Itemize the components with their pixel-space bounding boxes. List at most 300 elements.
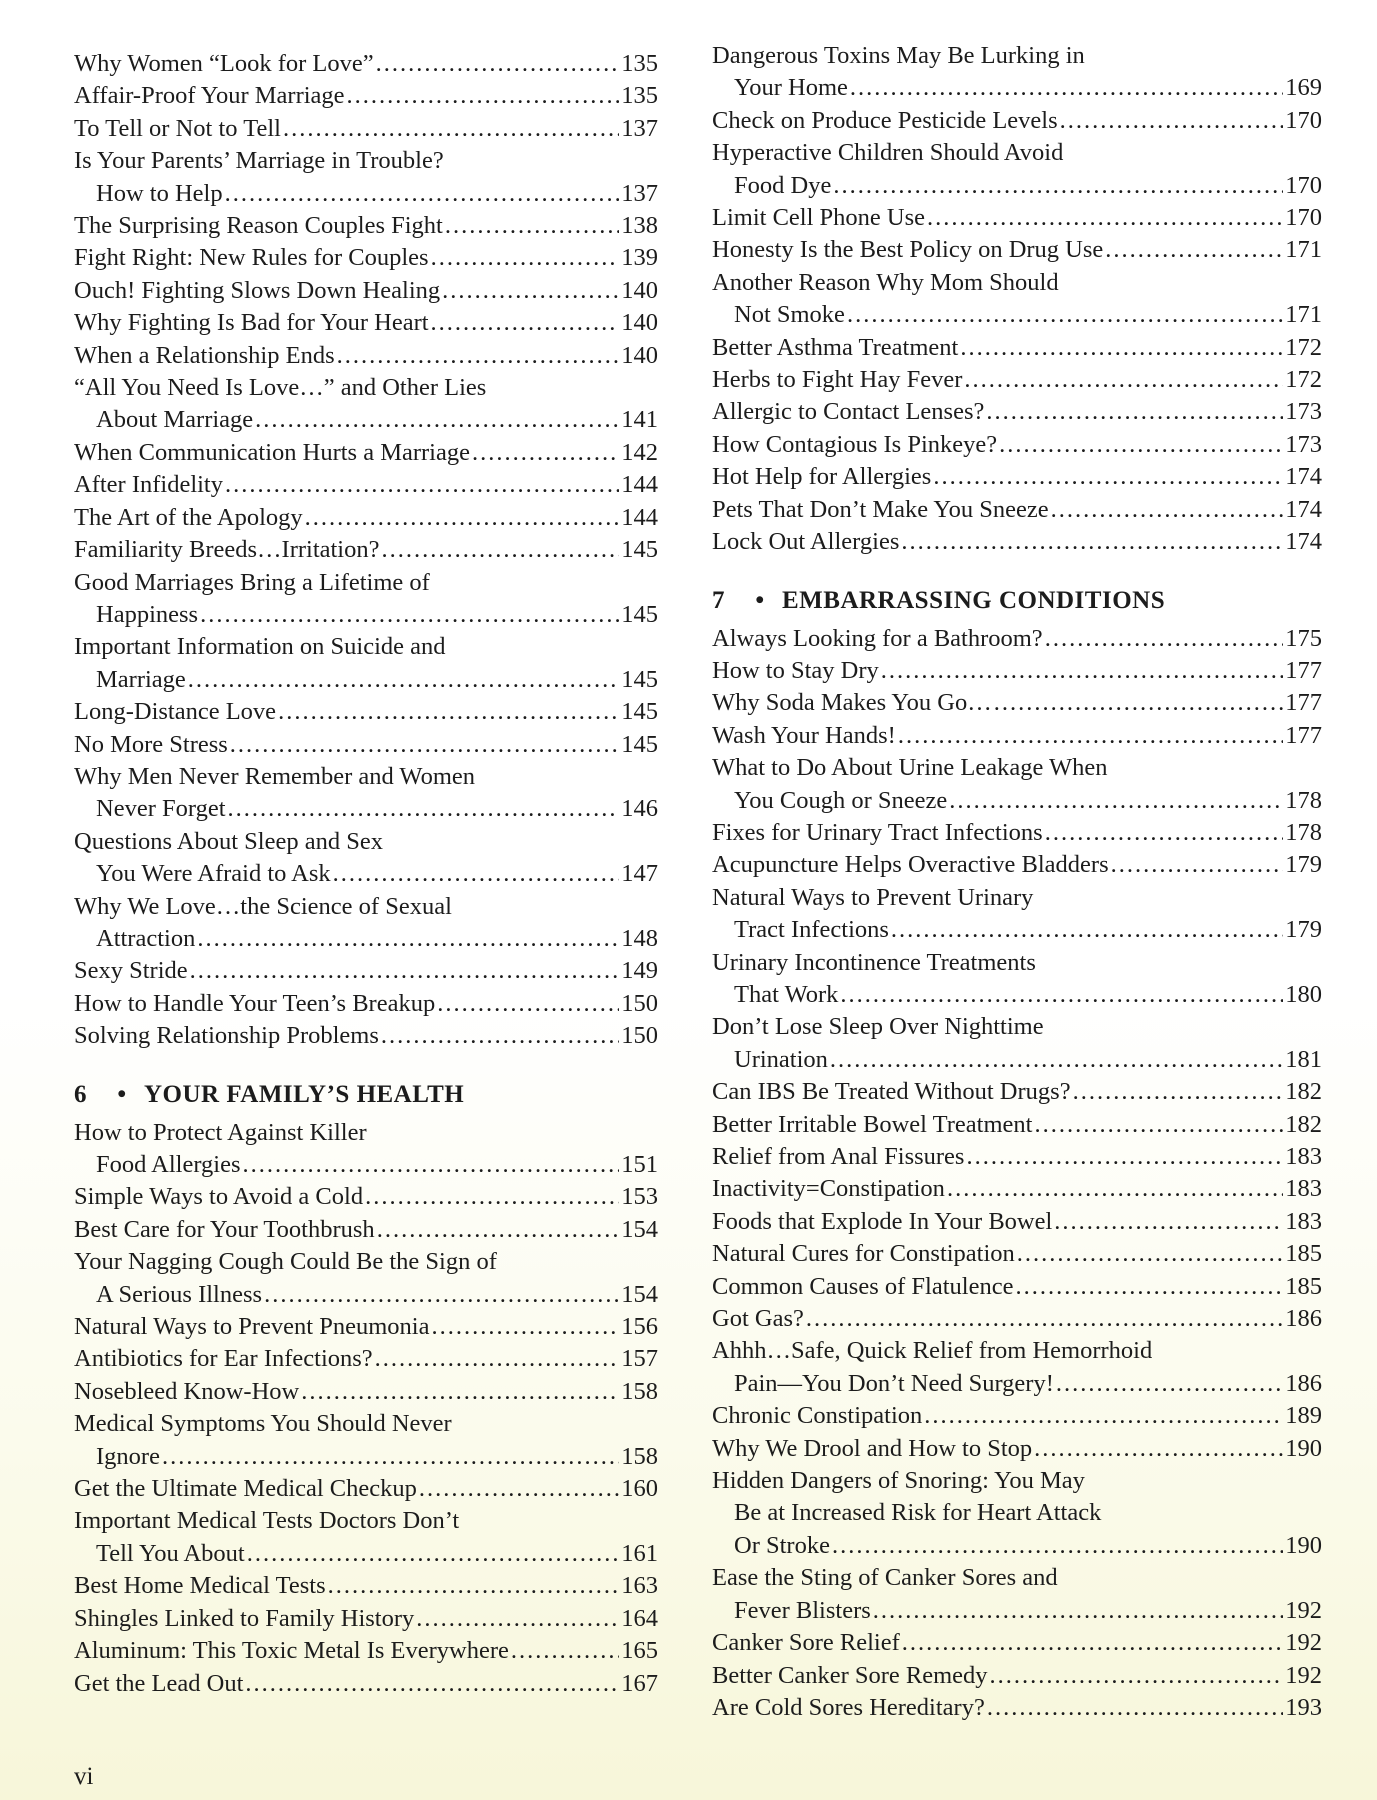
toc-entry-title: Happiness [96, 600, 199, 628]
toc-entry [74, 1408, 658, 1473]
toc-entry [712, 1465, 1322, 1562]
toc-page-number: 147 [621, 860, 658, 888]
toc-entry-line [712, 817, 1322, 849]
toc-entry-line [712, 40, 1322, 72]
toc-page-number: 177 [1285, 689, 1322, 717]
dot-leader [1045, 817, 1284, 849]
toc-entry-title: How to Protect Against Killer [74, 1118, 367, 1146]
toc-entry-line [712, 1044, 1322, 1076]
dot-leader [431, 1311, 619, 1343]
toc-entry-line [74, 1570, 658, 1602]
toc-entry-line [712, 1335, 1322, 1367]
left-column [74, 0, 658, 1700]
dot-leader [960, 332, 1283, 364]
toc-page-number: 174 [1285, 528, 1322, 556]
toc-page-number: 178 [1285, 786, 1322, 814]
toc-entry-line [74, 729, 658, 761]
toc-page-number: 179 [1285, 851, 1322, 879]
toc-entry-line [712, 1627, 1322, 1659]
toc-page-number: 141 [621, 406, 658, 434]
toc-entry-line [74, 1020, 658, 1052]
toc-entry-title: Your Home [734, 74, 848, 102]
toc-page-number: 171 [1285, 236, 1322, 264]
toc-entry-line [712, 1206, 1322, 1238]
dot-leader [1051, 494, 1284, 526]
toc-group [74, 48, 658, 1053]
toc-entry-line [74, 210, 658, 242]
toc-entry-line [74, 955, 658, 987]
toc-entry [74, 1570, 658, 1602]
toc-entry [74, 1214, 658, 1246]
toc-entry [74, 1343, 658, 1375]
toc-entry-line [74, 307, 658, 339]
toc-page-number: 140 [621, 276, 658, 304]
toc-entry-line [74, 113, 658, 145]
toc-entry-line [712, 1011, 1322, 1043]
dot-leader [1073, 1076, 1284, 1108]
toc-entry-title: Better Asthma Treatment [712, 333, 959, 361]
dot-leader [328, 1570, 620, 1602]
toc-entry-title: The Art of the Apology [74, 503, 303, 531]
toc-entry-title: What to Do About Urine Leakage When [712, 754, 1108, 782]
toc-entry-line [712, 655, 1322, 687]
toc-entry [74, 988, 658, 1020]
toc-page-number: 148 [621, 924, 658, 952]
section-title: EMBARRASSING CONDITIONS [782, 586, 1166, 614]
dot-leader [927, 202, 1283, 234]
dot-leader [225, 469, 619, 501]
toc-entry [712, 526, 1322, 558]
dot-leader [511, 1635, 619, 1667]
toc-entry [74, 567, 658, 632]
dot-leader [197, 923, 619, 955]
toc-entry-line [712, 1562, 1322, 1594]
toc-page-number: 192 [1285, 1661, 1322, 1689]
toc-page-number: 170 [1285, 171, 1322, 199]
toc-entry-line [712, 785, 1322, 817]
toc-entry-line [74, 1408, 658, 1440]
toc-entry [712, 1562, 1322, 1627]
toc-page-number: 144 [621, 503, 658, 531]
toc-entry-title: Tell You About [96, 1539, 245, 1567]
toc-entry-title: Hidden Dangers of Snoring: You May [712, 1467, 1085, 1495]
toc-entry-title: Tract Infections [734, 916, 889, 944]
toc-page-number: 177 [1285, 721, 1322, 749]
toc-page-number: 145 [621, 665, 658, 693]
toc-entry-line [712, 623, 1322, 655]
dot-leader [445, 210, 619, 242]
toc-entry-line [74, 1181, 658, 1213]
toc-entry [712, 1011, 1322, 1076]
toc-entry-title: Honesty Is the Best Policy on Drug Use [712, 236, 1104, 264]
toc-entry [712, 1660, 1322, 1692]
dot-leader [1034, 1109, 1283, 1141]
page-number: vi [74, 1763, 94, 1790]
toc-entry-title: Get the Lead Out [74, 1669, 244, 1697]
toc-entry-title: To Tell or Not to Tell [74, 114, 281, 142]
toc-group [712, 40, 1322, 559]
dot-leader [1017, 1238, 1283, 1270]
toc-entry-line [712, 267, 1322, 299]
toc-page-number: 154 [621, 1215, 658, 1243]
toc-entry [74, 48, 658, 80]
toc-entry-title: After Infidelity [74, 471, 223, 499]
toc-entry [712, 105, 1322, 137]
toc-entry-title: Hyperactive Children Should Avoid [712, 139, 1064, 167]
toc-entry-title: Never Forget [96, 795, 226, 823]
toc-entry-line [74, 1473, 658, 1505]
toc-entry-line [712, 687, 1322, 719]
dot-leader [933, 461, 1283, 493]
section-heading [74, 1079, 658, 1111]
toc-page-number: 135 [621, 82, 658, 110]
toc-entry [712, 494, 1322, 526]
toc-entry-line [712, 494, 1322, 526]
toc-entry-line [74, 242, 658, 274]
toc-entry-line [74, 599, 658, 631]
dot-leader [200, 599, 619, 631]
toc-entry-title: Canker Sore Relief [712, 1629, 900, 1657]
toc-page-number: 183 [1285, 1207, 1322, 1235]
dot-leader [278, 696, 619, 728]
toc-page-number: 138 [621, 212, 658, 240]
dot-leader [830, 1044, 1283, 1076]
dot-leader [472, 437, 619, 469]
dot-leader [377, 1214, 620, 1246]
toc-page-number: 163 [621, 1572, 658, 1600]
dot-leader [375, 1343, 620, 1375]
dot-leader [1111, 849, 1284, 881]
toc-entry-title: Medical Symptoms You Should Never [74, 1410, 452, 1438]
toc-page-number: 145 [621, 536, 658, 564]
toc-entry-line [712, 1465, 1322, 1497]
toc-entry-title: Attraction [96, 924, 196, 952]
toc-page-number: 149 [621, 957, 658, 985]
toc-entry-line [74, 826, 658, 858]
toc-page-number: 145 [621, 698, 658, 726]
toc-entry-line [712, 1400, 1322, 1432]
toc-entry-title: Marriage [96, 665, 186, 693]
toc-entry-line [74, 404, 658, 436]
toc-entry-line [712, 1692, 1322, 1724]
toc-entry-line [74, 1149, 658, 1181]
toc-page-number: 158 [621, 1442, 658, 1470]
toc-entry [712, 1271, 1322, 1303]
dot-leader [376, 48, 620, 80]
dot-leader [987, 1692, 1283, 1724]
toc-entry [712, 1206, 1322, 1238]
toc-entry-title: Better Canker Sore Remedy [712, 1661, 988, 1689]
dot-leader [347, 80, 620, 112]
dot-leader [228, 793, 620, 825]
dot-leader [891, 914, 1283, 946]
toc-entry-title: That Work [734, 980, 839, 1008]
toc-entry-line [74, 988, 658, 1020]
toc-page-number: 178 [1285, 818, 1322, 846]
toc-entry-line [74, 1279, 658, 1311]
toc-page-number: 150 [621, 989, 658, 1017]
toc-entry-line [712, 1109, 1322, 1141]
toc-entry [712, 1109, 1322, 1141]
toc-entry [74, 1668, 658, 1700]
dot-leader [247, 1538, 620, 1570]
toc-entry-title: When Communication Hurts a Marriage [74, 438, 470, 466]
toc-entry-title: “All You Need Is Love…” and Other Lies [74, 374, 487, 402]
toc-entry [74, 469, 658, 501]
toc-entry-title: Food Allergies [96, 1151, 241, 1178]
toc-entry [712, 1173, 1322, 1205]
toc-entry-title: Common Causes of Flatulence [712, 1272, 1014, 1300]
toc-entry-title: Urination [734, 1045, 828, 1073]
toc-entry-line [712, 914, 1322, 946]
toc-entry-title: When a Relationship Ends [74, 341, 335, 369]
toc-entry-line [712, 947, 1322, 979]
dot-leader [1105, 234, 1283, 266]
toc-entry-title: Nosebleed Know-How [74, 1377, 300, 1405]
toc-entry-line [712, 170, 1322, 202]
dot-leader [1056, 1368, 1283, 1400]
toc-entry-line [712, 882, 1322, 914]
right-column [712, 0, 1322, 1724]
toc-page-number: 186 [1285, 1369, 1322, 1397]
toc-entry-title: Fever Blisters [734, 1596, 871, 1624]
dot-leader [419, 1473, 619, 1505]
toc-entry-line [712, 979, 1322, 1011]
dot-leader [847, 299, 1283, 331]
toc-entry [712, 267, 1322, 332]
toc-entry [74, 80, 658, 112]
toc-entry-line [712, 1141, 1322, 1173]
toc-page-number: 137 [621, 114, 658, 142]
toc-entry-line [712, 1076, 1322, 1108]
toc-entry [74, 210, 658, 242]
toc-entry-title: How Contagious Is Pinkeye? [712, 430, 998, 458]
dot-leader [381, 534, 619, 566]
toc-entry-title: Affair-Proof Your Marriage [74, 82, 345, 110]
toc-entry [712, 1692, 1322, 1724]
toc-page-number: 151 [621, 1151, 658, 1178]
toc-entry-title: Ignore [96, 1442, 160, 1470]
toc-page-number: 179 [1285, 916, 1322, 944]
toc-entry [712, 849, 1322, 881]
toc-entry-title: Natural Cures for Constipation [712, 1240, 1015, 1268]
toc-entry-title: Allergic to Contact Lenses? [712, 398, 985, 426]
toc-entry-line [74, 1343, 658, 1375]
toc-entry [712, 1076, 1322, 1108]
toc-entry-line [712, 202, 1322, 234]
dot-leader [437, 988, 619, 1020]
dot-leader [1054, 1206, 1283, 1238]
toc-entry-title: No More Stress [74, 730, 228, 758]
toc-page-number: 157 [621, 1345, 658, 1373]
toc-entry-title: Natural Ways to Prevent Urinary [712, 883, 1034, 911]
toc-entry [74, 340, 658, 372]
toc-page-number: 150 [621, 1022, 658, 1050]
toc-entry-line [712, 105, 1322, 137]
section-number: 7 [712, 586, 725, 614]
toc-entry-line [74, 1635, 658, 1667]
toc-entry-title: Herbs to Fight Hay Fever [712, 366, 963, 394]
toc-entry [712, 720, 1322, 752]
dot-leader [245, 1668, 619, 1700]
toc-entry-line [712, 849, 1322, 881]
toc-entry [74, 1473, 658, 1505]
toc-entry-line [74, 1668, 658, 1700]
section-heading [712, 585, 1322, 617]
toc-page-number: 189 [1285, 1402, 1322, 1430]
toc-page-number: 169 [1285, 74, 1322, 102]
toc-entry-title: Fight Right: New Rules for Couples [74, 244, 429, 272]
toc-entry-title: Got Gas? [712, 1305, 804, 1333]
dot-leader [1034, 1433, 1283, 1465]
toc-entry-title: Sexy Stride [74, 957, 188, 985]
dot-leader [999, 429, 1283, 461]
toc-entry-title: Simple Ways to Avoid a Cold [74, 1183, 364, 1211]
toc-entry-line [74, 1505, 658, 1537]
toc-page-number: 135 [621, 50, 658, 77]
toc-entry [74, 696, 658, 728]
toc-entry-title: Important Medical Tests Doctors Don’t [74, 1507, 460, 1535]
toc-entry-title: Foods that Explode In Your Bowel [712, 1207, 1053, 1235]
toc-entry-title: Pain—You Don’t Need Surgery! [734, 1369, 1054, 1397]
toc-entry-title: Acupuncture Helps Overactive Bladders [712, 851, 1109, 879]
section-bullet: • [755, 586, 765, 614]
toc-entry-title: Hot Help for Allergies [712, 463, 932, 491]
toc-entry [74, 1246, 658, 1311]
toc-page-number: 173 [1285, 430, 1322, 458]
toc-page-number: 137 [621, 179, 658, 207]
toc-entry-line [74, 923, 658, 955]
toc-entry [74, 826, 658, 891]
toc-entry-title: Questions About Sleep and Sex [74, 827, 383, 855]
toc-page-number: 145 [621, 730, 658, 758]
toc-entry-title: Inactivity=Constipation [712, 1175, 945, 1203]
toc-entry-title: Antibiotics for Ear Infections? [74, 1345, 373, 1373]
toc-entry [74, 145, 658, 210]
toc-entry-line [712, 1595, 1322, 1627]
toc-entry-title: You Were Afraid to Ask [96, 860, 331, 888]
toc-entry [74, 372, 658, 437]
toc-entry [712, 202, 1322, 234]
toc-entry-line [712, 526, 1322, 558]
toc-entry-line [74, 178, 658, 210]
toc-entry-title: Check on Produce Pesticide Levels [712, 106, 1058, 134]
toc-entry-title: Solving Relationship Problems [74, 1022, 379, 1050]
toc-entry-title: Your Nagging Cough Could Be the Sign of [74, 1248, 497, 1276]
toc-entry-title: Limit Cell Phone Use [712, 204, 925, 232]
toc-entry-title: Get the Ultimate Medical Checkup [74, 1475, 417, 1503]
toc-entry-line [74, 891, 658, 923]
toc-entry-line [712, 364, 1322, 396]
toc-entry-line [712, 72, 1322, 104]
toc-page-number: 170 [1285, 106, 1322, 134]
toc-page-number: 172 [1285, 333, 1322, 361]
toc-entry [74, 242, 658, 274]
dot-leader [966, 1141, 1283, 1173]
toc-entry-line [74, 631, 658, 663]
dot-leader [986, 396, 1283, 428]
toc-entry-title: Another Reason Why Mom Should [712, 268, 1059, 296]
toc-page-number: 175 [1285, 624, 1322, 652]
toc-page-number: 174 [1285, 495, 1322, 523]
dot-leader [188, 664, 619, 696]
toc-entry [712, 1335, 1322, 1400]
dot-leader [190, 955, 620, 987]
dot-leader [1045, 623, 1284, 655]
toc-entry-title: Can IBS Be Treated Without Drugs? [712, 1078, 1071, 1106]
toc-entry [74, 891, 658, 956]
dot-leader [1015, 1271, 1283, 1303]
toc-entry-line [712, 1303, 1322, 1335]
dot-leader [833, 170, 1283, 202]
dot-leader [901, 526, 1283, 558]
toc-entry [712, 687, 1322, 719]
toc-entry-line [712, 1173, 1322, 1205]
toc-entry-line [74, 1246, 658, 1278]
toc-entry-title: About Marriage [96, 406, 254, 434]
dot-leader [949, 785, 1283, 817]
toc-entry [712, 882, 1322, 947]
toc-page-number: 161 [621, 1539, 658, 1567]
toc-entry [712, 137, 1322, 202]
toc-entry [712, 752, 1322, 817]
toc-entry-title: Better Irritable Bowel Treatment [712, 1110, 1033, 1138]
toc-entry [74, 437, 658, 469]
toc-entry-line [712, 299, 1322, 331]
toc-entry [74, 761, 658, 826]
toc-page-number: 145 [621, 600, 658, 628]
toc-entry-line [712, 1433, 1322, 1465]
dot-leader [832, 1530, 1283, 1562]
toc-entry-title: Why Women “Look for Love” [74, 50, 374, 77]
toc-page-number: 190 [1285, 1531, 1322, 1559]
toc-page-number: 140 [621, 309, 658, 337]
dot-leader [365, 1181, 619, 1213]
toc-entry-line [712, 752, 1322, 784]
toc-entry-title: Important Information on Suicide and [74, 633, 446, 661]
toc-entry [712, 1627, 1322, 1659]
toc-entry [74, 729, 658, 761]
toc-entry-line [74, 372, 658, 404]
toc-entry [712, 234, 1322, 266]
dot-leader [873, 1595, 1283, 1627]
section-title: YOUR FAMILY’S HEALTH [144, 1080, 465, 1108]
toc-page-number: 139 [621, 244, 658, 272]
toc-entry-line [74, 858, 658, 890]
dot-leader [337, 340, 620, 372]
toc-page-number: 173 [1285, 398, 1322, 426]
toc-entry-title: How to Help [96, 179, 223, 207]
dot-leader [947, 1173, 1283, 1205]
toc-entry [712, 947, 1322, 1012]
dot-leader [255, 404, 619, 436]
toc-entry-title: Shingles Linked to Family History [74, 1604, 415, 1632]
toc-entry-title: The Surprising Reason Couples Fight [74, 212, 443, 240]
toc-entry-title: Fixes for Urinary Tract Infections [712, 818, 1043, 846]
toc-entry-title: Be at Increased Risk for Heart Attack [734, 1499, 1102, 1527]
toc-entry-line [74, 1214, 658, 1246]
toc-entry [74, 534, 658, 566]
toc-entry-line [712, 396, 1322, 428]
toc-page-number: 185 [1285, 1272, 1322, 1300]
toc-entry-line [712, 461, 1322, 493]
toc-entry-line [74, 696, 658, 728]
toc-entry-title: Ease the Sting of Canker Sores and [712, 1564, 1058, 1592]
toc-entry [74, 631, 658, 696]
toc-entry [712, 1400, 1322, 1432]
toc-entry [712, 1141, 1322, 1173]
toc-entry-line [74, 793, 658, 825]
